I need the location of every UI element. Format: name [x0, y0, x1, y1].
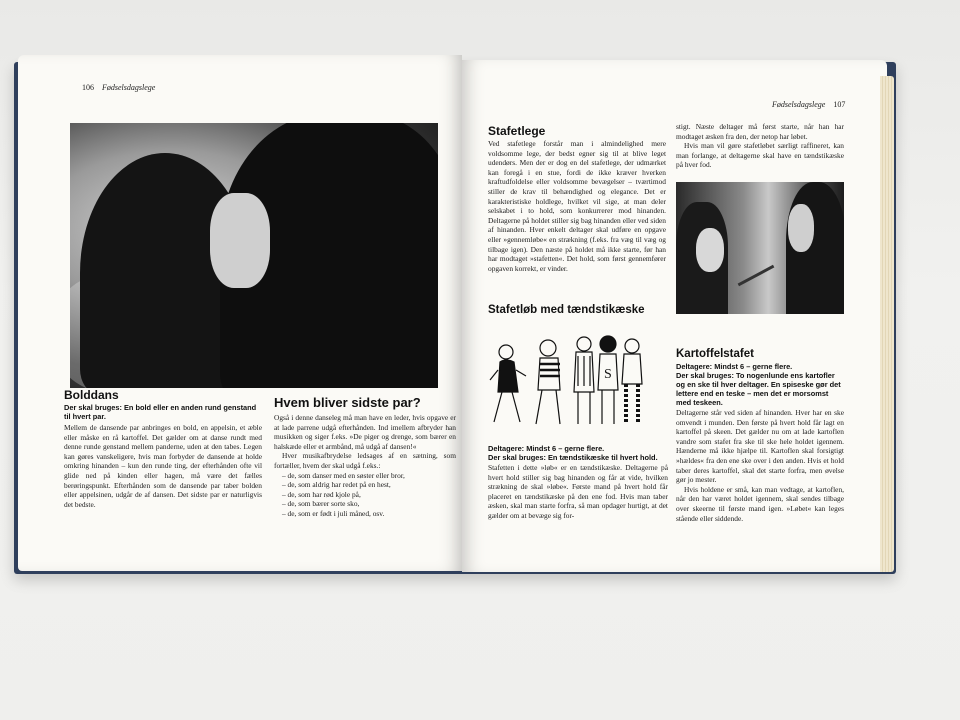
left-page-header — [82, 83, 155, 92]
section-title-hvem-bliver-sidste-par: Hvem bliver sidste par? — [274, 395, 421, 410]
section-title-kartoffelstafet: Kartoffelstafet — [676, 348, 754, 360]
paragraph: Hvis holdene er små, kan man vedtage, at kartoflen, når den har været holdet igennem, skal sendes tilbage over skeerne til første mand igen. »Løbet« kan leges stående eller siddende. — [676, 484, 844, 523]
photo-potato-relay — [676, 182, 844, 314]
taendstik-participants: Deltagere: Mindst 6 – gerne flere. — [488, 444, 605, 453]
paragraph: stigt. Næste deltager må først starte, når han har modtaget æsken fra den, der netop har løbet. — [676, 122, 844, 141]
paragraph: Hvis man vil gøre stafetløbet særligt raffineret, kan man forlange, at deltagerne skal have en tændstikæske på hver fod. — [676, 141, 844, 170]
page-edges — [880, 76, 894, 572]
paragraph: Stafetten i dette »løb« er en tændstikæske. Deltagerne på hvert hold stiller sig bag hinanden og får at vide, hvilken strækning de skal »løbe«. Første mand på hvert hold får placeret en tændstikæske på den ene fod. Hvis man taber æsken, skal man starte forfra, så man opdager hurtigt, at det gælder om at bevæge sig for- — [488, 463, 668, 520]
hvem-text — [274, 413, 456, 519]
taendstik-requirement: Der skal bruges: En tændstikæske til hvert hold. — [488, 453, 658, 462]
photo-dancing-children — [70, 123, 438, 388]
page-number: 106 — [82, 83, 94, 92]
column-2-top-text — [676, 122, 844, 170]
taendstik-text — [488, 463, 668, 521]
kartoffel-text — [676, 408, 844, 523]
bolddans-requirement: Der skal bruges: En bold eller en anden rund genstand til hvert par. — [64, 403, 257, 421]
kartoffel-requirement: Der skal bruges: To nogenlunde ens kartofler og en ske til hver deltager. En spiseske gør det lettere end en teske – men det er morsomst med teskeen. — [676, 371, 841, 407]
paragraph: Deltagerne står ved siden af hinanden. Hver har en ske omvendt i munden. Den første på hvert hold får lagt en kartoffel på skeen. Det gælder nu om at lade kartoflen vandre som stafet fra ske til ske hele holdet igennem. Hænderne må ikke hjælpe til. Kartoflen skal forsigtigt »hældes« fra den ene ske over i den anden. Hvis et hold taber deres kartoffel, skal det starte forfra, men øvelse gør jo mester. — [676, 408, 844, 485]
elimination-list — [274, 471, 456, 519]
list-item: – de, som er født i juli måned, osv. — [282, 508, 385, 518]
illustration-children-relay — [486, 322, 664, 442]
section-title-stafetlege: Stafetlege — [488, 124, 546, 138]
section-title-stafetloeb-med-taendstikaeske: Stafetløb med tændstikæske — [488, 304, 645, 316]
list-item: – de, som har rød kjole på, — [282, 489, 361, 499]
paragraph: Mellem de dansende par anbringes en bold, en appelsin, et æble eller måske en rå kartoffel. Det gælder om at danse rundt med denne runde genstand mellem panderne, uden at den tabes. Legen kan gøres vanskeligere, hvis man forbyder de dansende at holde omkring hinanden – kun den runde ting, der efterhånden ofte vil glide ned på kinden eller hagen, må være det fælles berøringspunkt. Efterhånden som de dansende par taber bolden eller appelsinen, udgår de af dansen. Det sidste par er naturligvis det bedste. — [64, 423, 262, 509]
stafetlege-text — [488, 139, 666, 273]
right-page — [462, 60, 887, 572]
running-title: Fødselsdagslege — [772, 100, 826, 109]
list-item: – de, som danser med en søster eller bror, — [282, 470, 405, 480]
list-item: – de, som bærer sorte sko, — [282, 499, 360, 509]
kartoffel-participants: Deltagere: Mindst 6 – gerne flere. — [676, 362, 793, 371]
paragraph: Også i denne danseleg må man have en leder, hvis opgave er at lade parrene udgå efterhånden. Ind imellem afbryder han musikken og siger f.eks. »De piger og drenge, som bærer en halskæde eller et armbånd, må udgå af dansen!« — [274, 413, 456, 451]
svg-text:S: S — [604, 367, 612, 382]
bolddans-text — [64, 423, 262, 509]
list-item: – de, som aldrig har redet på en hest, — [282, 480, 391, 490]
page-number: 107 — [833, 100, 846, 109]
right-page-header — [772, 100, 845, 109]
left-page — [18, 55, 462, 571]
running-title: Fødselsdagslege — [102, 83, 156, 92]
paragraph: Ved stafetlege forstår man i almindelighed mere voldsomme lege, der bedst egner sig til at blive leget udendørs. Men der er dog en del stafetlege, der udmærket kan foregå i en stue, fordi de ikke kræver hverken kraftudfoldelse eller voldsomme bevægelser – tværtimod stiller de krav til behændighed og elegance. Det er karakteristiske holdlege, hvilket vil sige, at man deler selskabet i to hold, som konkurrerer mod hinanden. Deltagerne på holdet stiller sig bag hinanden eller ved siden af hinanden. Hver enkelt deltager skal udføre en opgave eller »gennemløbe« en strækning (f.eks. fra væg til væg og tilbage igen). Den næste på holdet må ikke starte, før han har modtaget »stafetten«. Det hold, som først gennemfører opgaven korrekt, er vinder. — [488, 139, 666, 273]
paragraph: Hver musikafbrydelse ledsages af en sætning, som fortæller, hvem der skal udgå f.eks.: — [274, 451, 456, 470]
section-title-bolddans: Bolddans — [64, 388, 119, 402]
